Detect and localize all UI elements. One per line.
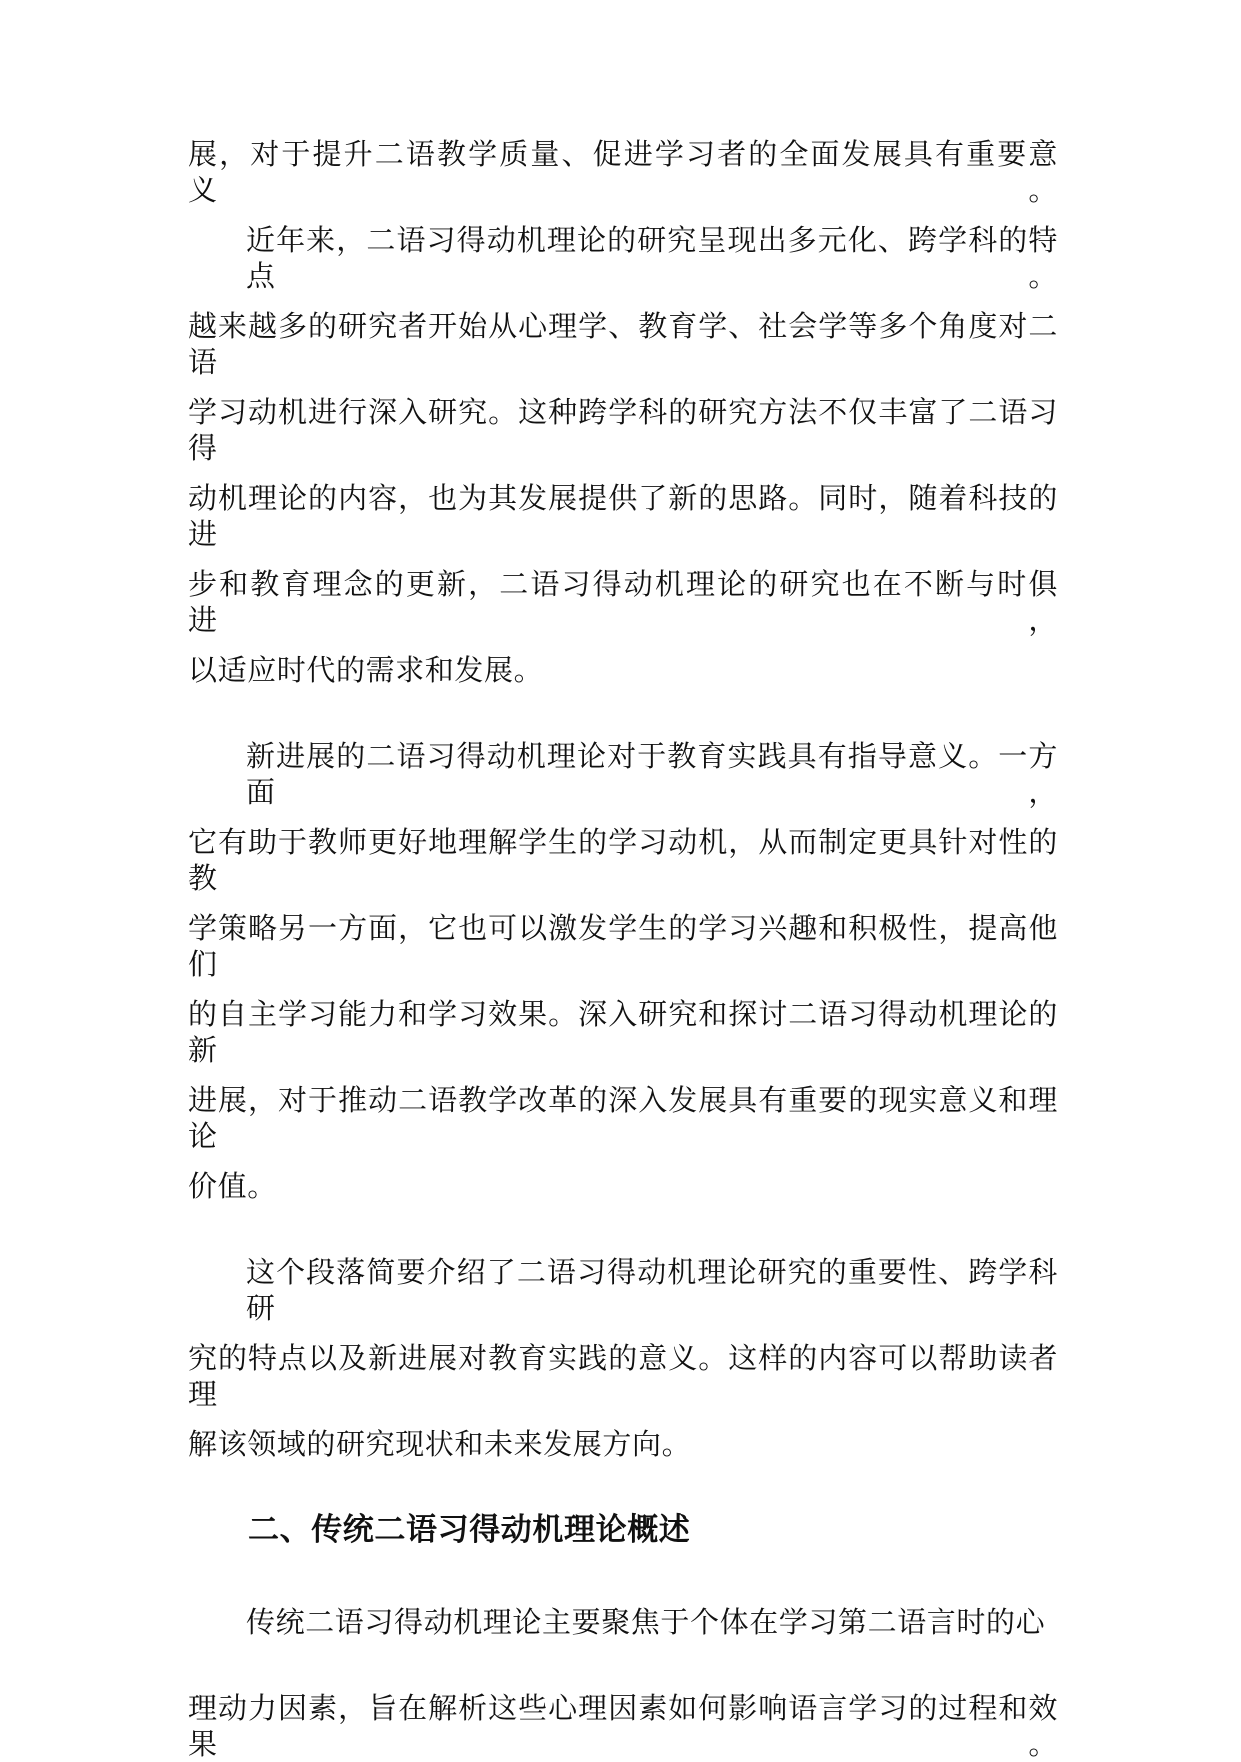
paragraph-line: 这个段落简要介绍了二语习得动机理论研究的重要性、跨学科研 (246, 1255, 1058, 1325)
paragraph-line: 展，对于提升二语教学质量、促进学习者的全面发展具有重要意义。 (188, 137, 1058, 207)
paragraph-line: 它有助于教师更好地理解学生的学习动机，从而制定更具针对性的教 (188, 825, 1058, 895)
section-heading: 二、传统二语习得动机理论概述 (248, 1512, 691, 1548)
paragraph-line: 步和教育理念的更新，二语习得动机理论的研究也在不断与时俱进， (188, 567, 1058, 637)
paragraph-line: 学策略另一方面，它也可以激发学生的学习兴趣和积极性，提高他们 (188, 911, 1058, 981)
paragraph-line: 进展，对于推动二语教学改革的深入发展具有重要的现实意义和理论 (188, 1083, 1058, 1153)
paragraph-line: 传统二语习得动机理论主要聚焦于个体在学习第二语言时的心 (246, 1605, 1046, 1639)
paragraph-line: 解该领域的研究现状和未来发展方向。 (188, 1427, 692, 1461)
paragraph-line: 越来越多的研究者开始从心理学、教育学、社会学等多个角度对二语 (188, 309, 1058, 379)
paragraph-line: 以适应时代的需求和发展。 (188, 653, 544, 687)
paragraph-line: 理动力因素，旨在解析这些心理因素如何影响语言学习的过程和效果。 (188, 1691, 1058, 1761)
paragraph-line: 动机理论的内容，也为其发展提供了新的思路。同时，随着科技的进 (188, 481, 1058, 551)
paragraph-line: 究的特点以及新进展对教育实践的意义。这样的内容可以帮助读者理 (188, 1341, 1058, 1411)
paragraph-line: 新进展的二语习得动机理论对于教育实践具有指导意义。一方面， (246, 739, 1058, 809)
paragraph-line: 近年来，二语习得动机理论的研究呈现出多元化、跨学科的特点。 (246, 223, 1058, 293)
paragraph-line: 价值。 (188, 1169, 277, 1203)
paragraph-line: 的自主学习能力和学习效果。深入研究和探讨二语习得动机理论的新 (188, 997, 1058, 1067)
paragraph-line: 学习动机进行深入研究。这种跨学科的研究方法不仅丰富了二语习得 (188, 395, 1058, 465)
